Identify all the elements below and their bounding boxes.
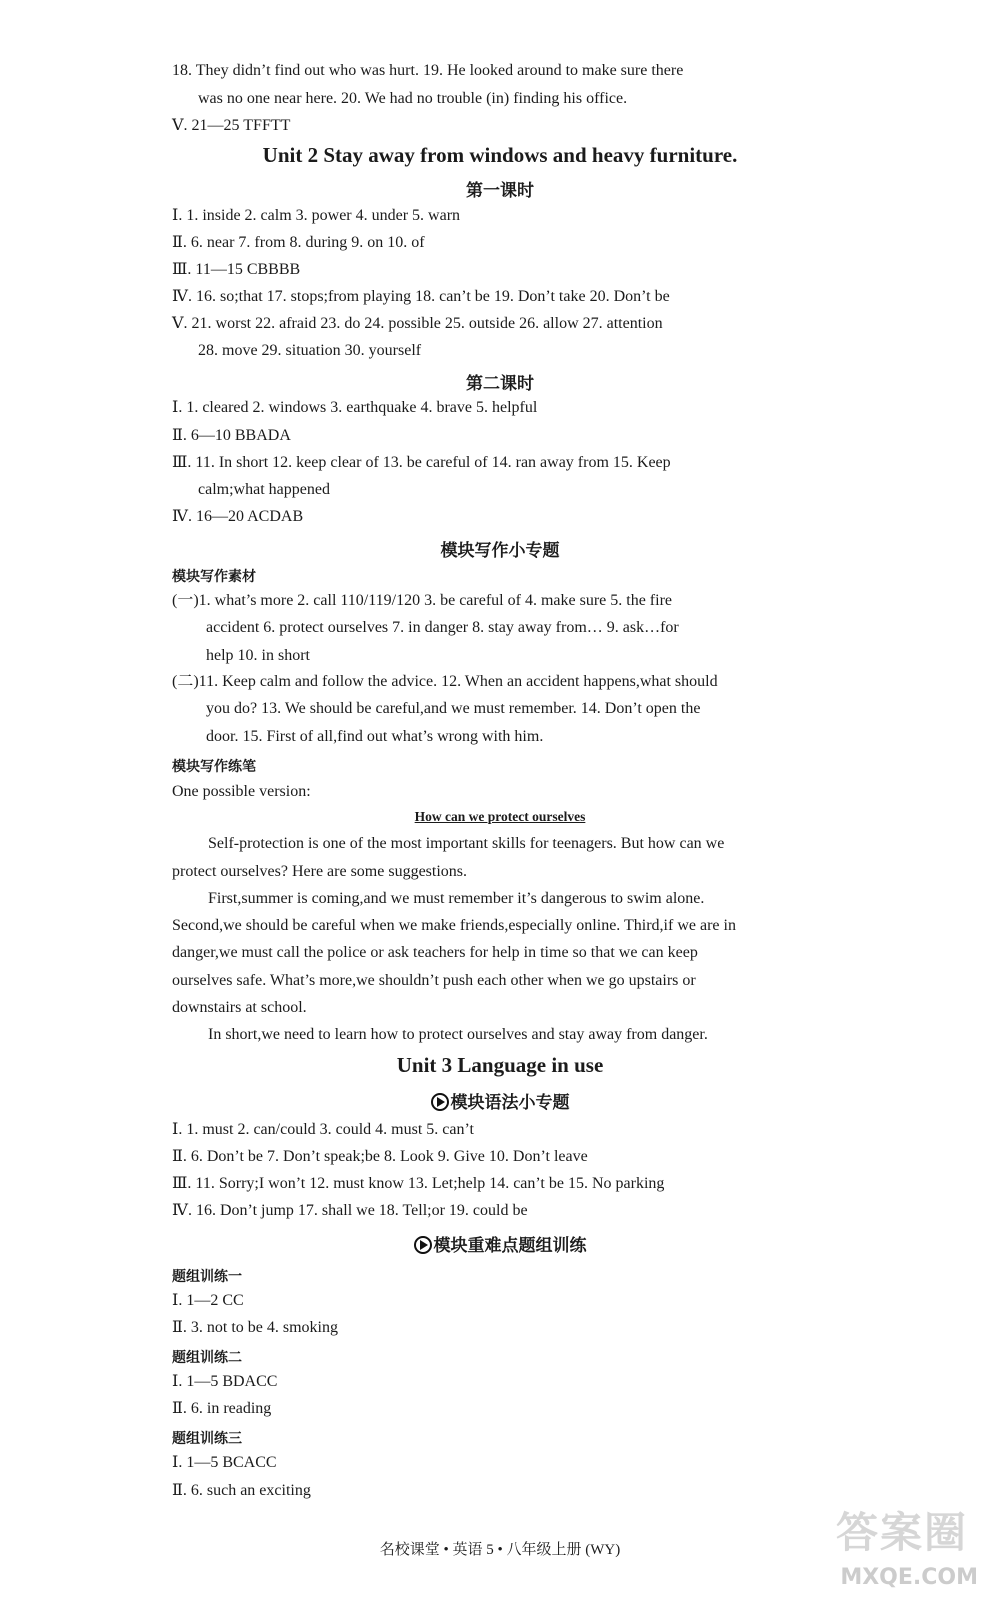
answer-line: accident 6. protect ourselves 7. in danger 8. stay away from… 9. ask…for <box>206 619 679 636</box>
version-label: One possible version: <box>172 783 311 800</box>
answer-line: Ⅰ. 1—2 CC <box>172 1292 244 1309</box>
answer-line: Ⅰ. 1. cleared 2. windows 3. earthquake 4. brave 5. helpful <box>172 399 538 416</box>
answer-line: Ⅲ. 11. In short 12. keep clear of 13. be careful of 14. ran away from 15. Keep <box>172 454 671 471</box>
essay-line: danger,we must call the police or ask teachers for help in time so that we can keep <box>172 944 698 961</box>
unit2-title: Unit 2 Stay away from windows and heavy furniture. <box>262 143 738 167</box>
essay-line: Second,we should be careful when we make friends,especially online. Third,if we are in <box>172 917 736 934</box>
answer-line: Ⅰ. 1—5 BCACC <box>172 1454 277 1471</box>
lesson1-heading: 第一课时 <box>466 181 534 200</box>
writing-heading: 模块写作小专题 <box>440 541 560 560</box>
grammar-heading-text: 模块语法小专题 <box>450 1093 570 1112</box>
unit3-title: Unit 3 Language in use <box>396 1053 604 1077</box>
answer-line: Ⅰ. 1—5 BDACC <box>172 1373 278 1390</box>
answer-line: Ⅳ. 16—20 ACDAB <box>172 508 304 525</box>
writing-material-label: 模块写作素材 <box>172 570 256 585</box>
answer-line: door. 15. First of all,find out what’s wrong with him. <box>206 728 544 745</box>
answer-line: you do? 13. We should be careful,and we must remember. 14. Don’t open the <box>206 700 701 717</box>
watermark-url: MXQE.COM <box>840 1565 978 1590</box>
arrow-right-icon <box>431 1093 449 1111</box>
writing-practice-label: 模块写作练笔 <box>172 760 256 775</box>
essay-title: How can we protect ourselves <box>414 809 586 824</box>
grammar-heading <box>0 1088 1000 1113</box>
essay-line: First,summer is coming,and we must remember it’s dangerous to swim alone. <box>208 890 705 907</box>
answer-line: Ⅱ. 6. Don’t be 7. Don’t speak;be 8. Look 9. Give 10. Don’t leave <box>172 1148 588 1165</box>
answer-line: Ⅳ. 16. Don’t jump 17. shall we 18. Tell;or 19. could be <box>172 1202 528 1219</box>
answer-line: 18. They didn’t find out who was hurt. 19. He looked around to make sure there <box>172 62 684 79</box>
drill-heading <box>0 1231 1000 1256</box>
answer-line: 28. move 29. situation 30. yourself <box>198 342 422 359</box>
watermark <box>788 1500 978 1590</box>
answer-line: Ⅱ. 3. not to be 4. smoking <box>172 1319 338 1336</box>
answer-line: Ⅴ. 21. worst 22. afraid 23. do 24. possible 25. outside 26. allow 27. attention <box>172 315 663 332</box>
essay-line: In short,we need to learn how to protect ourselves and stay away from danger. <box>208 1026 708 1043</box>
answer-line: calm;what happened <box>198 481 330 498</box>
group1-label: 题组训练一 <box>172 1270 242 1285</box>
answer-line: Ⅴ. 21—25 TFFTT <box>172 117 291 134</box>
answer-line: (一)1. what’s more 2. call 110/119/120 3. be careful of 4. make sure 5. the fire <box>172 592 672 609</box>
answer-line: Ⅲ. 11—15 CBBBB <box>172 261 301 278</box>
page-footer: 名校课堂 • 英语 5 • 八年级上册 (WY) <box>379 1542 621 1558</box>
answer-line: Ⅱ. 6. in reading <box>172 1400 272 1417</box>
essay-line: Self-protection is one of the most important skills for teenagers. But how can we <box>208 835 725 852</box>
answer-line: Ⅰ. 1. inside 2. calm 3. power 4. under 5. warn <box>172 207 461 224</box>
essay-line: protect ourselves? Here are some suggestions. <box>172 863 468 880</box>
arrow-right-icon <box>414 1236 432 1254</box>
answer-line: Ⅳ. 16. so;that 17. stops;from playing 18. can’t be 19. Don’t take 20. Don’t be <box>172 288 670 305</box>
essay-line: downstairs at school. <box>172 999 307 1016</box>
drill-heading-text: 模块重难点题组训练 <box>433 1236 587 1255</box>
answer-line: Ⅰ. 1. must 2. can/could 3. could 4. must 5. can’t <box>172 1121 474 1138</box>
group2-label: 题组训练二 <box>172 1351 242 1366</box>
answer-line: Ⅲ. 11. Sorry;I won’t 12. must know 13. Let;help 14. can’t be 15. No parking <box>172 1175 665 1192</box>
watermark-logo-text: 答案圈 <box>835 1508 968 1557</box>
answer-line: Ⅱ. 6—10 BBADA <box>172 427 291 444</box>
essay-line: ourselves safe. What’s more,we shouldn’t push each other when we go upstairs or <box>172 972 696 989</box>
lesson2-heading: 第二课时 <box>466 374 534 393</box>
group3-label: 题组训练三 <box>172 1432 242 1447</box>
answer-line: (二)11. Keep calm and follow the advice. 12. When an accident happens,what should <box>172 673 718 690</box>
answer-line: Ⅱ. 6. such an exciting <box>172 1482 311 1499</box>
answer-line: Ⅱ. 6. near 7. from 8. during 9. on 10. of <box>172 234 425 251</box>
answer-line: was no one near here. 20. We had no trouble (in) finding his office. <box>198 90 628 107</box>
answer-line: help 10. in short <box>206 647 310 664</box>
